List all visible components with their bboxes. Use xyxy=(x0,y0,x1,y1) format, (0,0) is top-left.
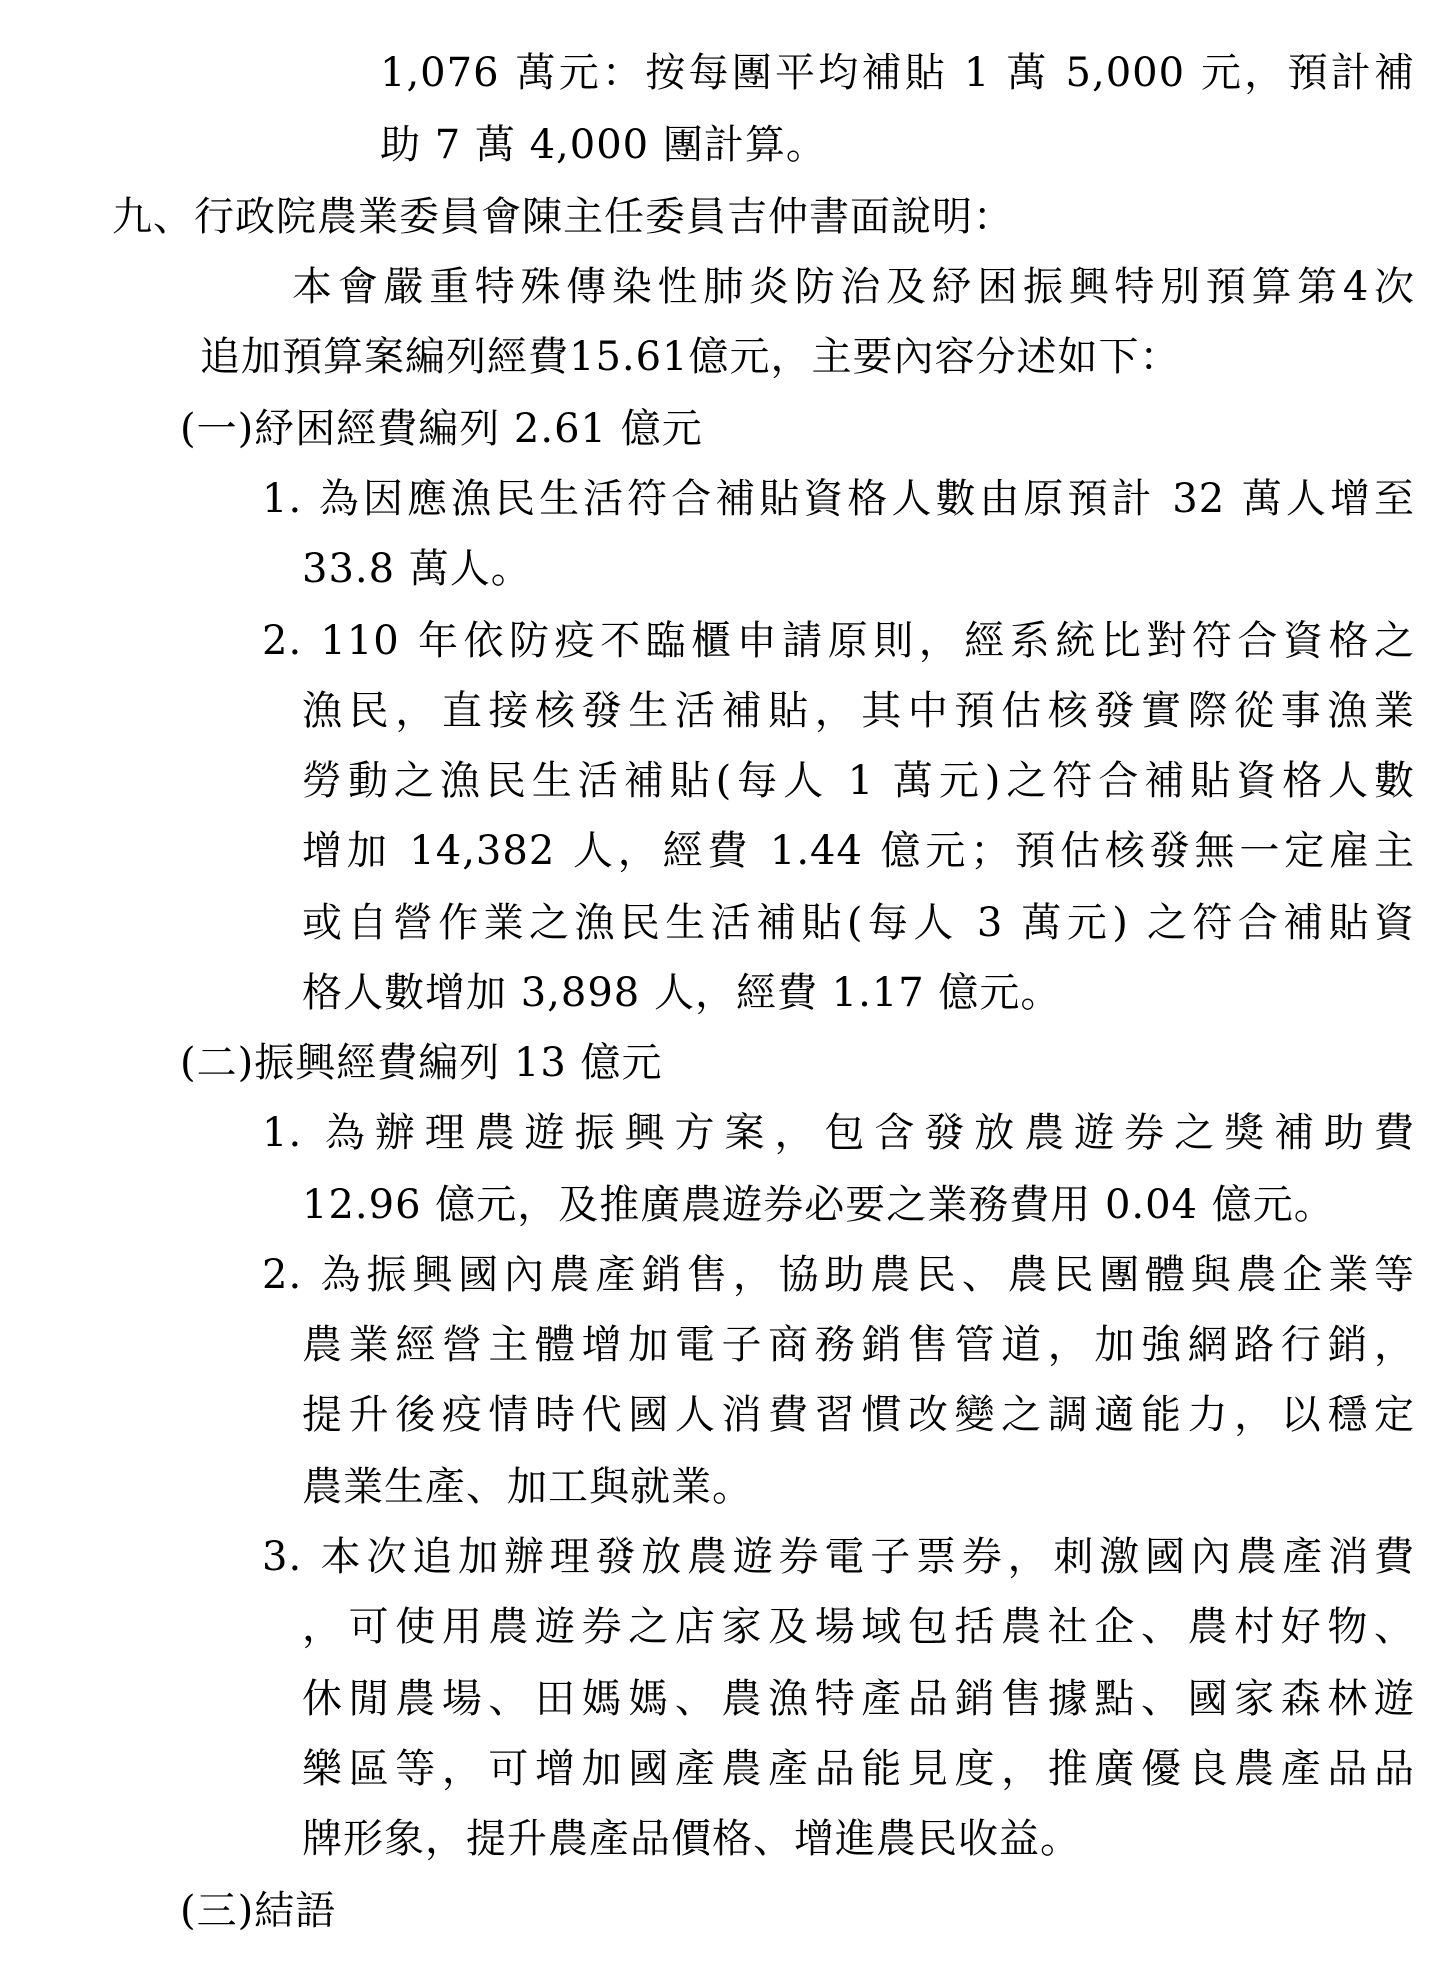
list-item: 1. 為辦理農遊振興方案，包含發放農遊券之獎補助費 xyxy=(262,1110,1415,1156)
subsection-heading: (三)結語 xyxy=(180,1888,337,1934)
text-line: 牌形象，提升農產品價格、增進農民收益。 xyxy=(302,1816,1081,1862)
text-line: 1,076 萬元：按每團平均補貼 1 萬 5,000 元，預計補 xyxy=(380,50,1415,96)
text-line: 本會嚴重特殊傳染性肺炎防治及紓困振興特別預算第4次 xyxy=(292,264,1415,310)
text-line: 助 7 萬 4,000 團計算。 xyxy=(380,122,827,168)
text-line: 格人數增加 3,898 人，經費 1.17 億元。 xyxy=(302,970,1062,1016)
list-item: 2. 110 年依防疫不臨櫃申請原則，經系統比對符合資格之 xyxy=(262,618,1415,664)
text-line: 休閒農場、田媽媽、農漁特產品銷售據點、國家森林遊 xyxy=(302,1676,1415,1722)
text-line: 追加預算案編列經費15.61億元，主要內容分述如下： xyxy=(200,334,1181,380)
text-line: ，可使用農遊券之店家及場域包括農社企、農村好物、 xyxy=(302,1604,1415,1650)
list-item: 2. 為振興國內農產銷售，協助農民、農民團體與農企業等 xyxy=(262,1252,1415,1298)
text-line: 漁民，直接核發生活補貼，其中預估核發實際從事漁業 xyxy=(302,688,1415,734)
text-line: 農業生產、加工與就業。 xyxy=(302,1464,753,1510)
section-heading: 九、行政院農業委員會陳主任委員吉仲書面說明： xyxy=(112,194,1014,240)
text-line: 提升後疫情時代國人消費習慣改變之調適能力，以穩定 xyxy=(302,1392,1415,1438)
text-line: 33.8 萬人。 xyxy=(302,546,532,592)
subsection-heading: (二)振興經費編列 13 億元 xyxy=(180,1040,663,1086)
list-item: 3. 本次追加辦理發放農遊券電子票券，刺激國內農產消費 xyxy=(262,1534,1415,1580)
text-line: 勞動之漁民生活補貼(每人 1 萬元)之符合補貼資格人數 xyxy=(302,758,1415,804)
list-item: 1. 為因應漁民生活符合補貼資格人數由原預計 32 萬人增至 xyxy=(262,476,1415,522)
text-line: 增加 14,382 人，經費 1.44 億元；預估核發無一定雇主 xyxy=(302,828,1415,874)
text-line: 農業經營主體增加電子商務銷售管道，加強網路行銷， xyxy=(302,1322,1415,1368)
text-line: 或自營作業之漁民生活補貼(每人 3 萬元) 之符合補貼資 xyxy=(302,900,1415,946)
subsection-heading: (一)紓困經費編列 2.61 億元 xyxy=(180,406,703,452)
text-line: 12.96 億元，及推廣農遊券必要之業務費用 0.04 億元。 xyxy=(302,1182,1335,1228)
text-line: 樂區等，可增加國產農產品能見度，推廣優良農產品品 xyxy=(302,1746,1415,1792)
